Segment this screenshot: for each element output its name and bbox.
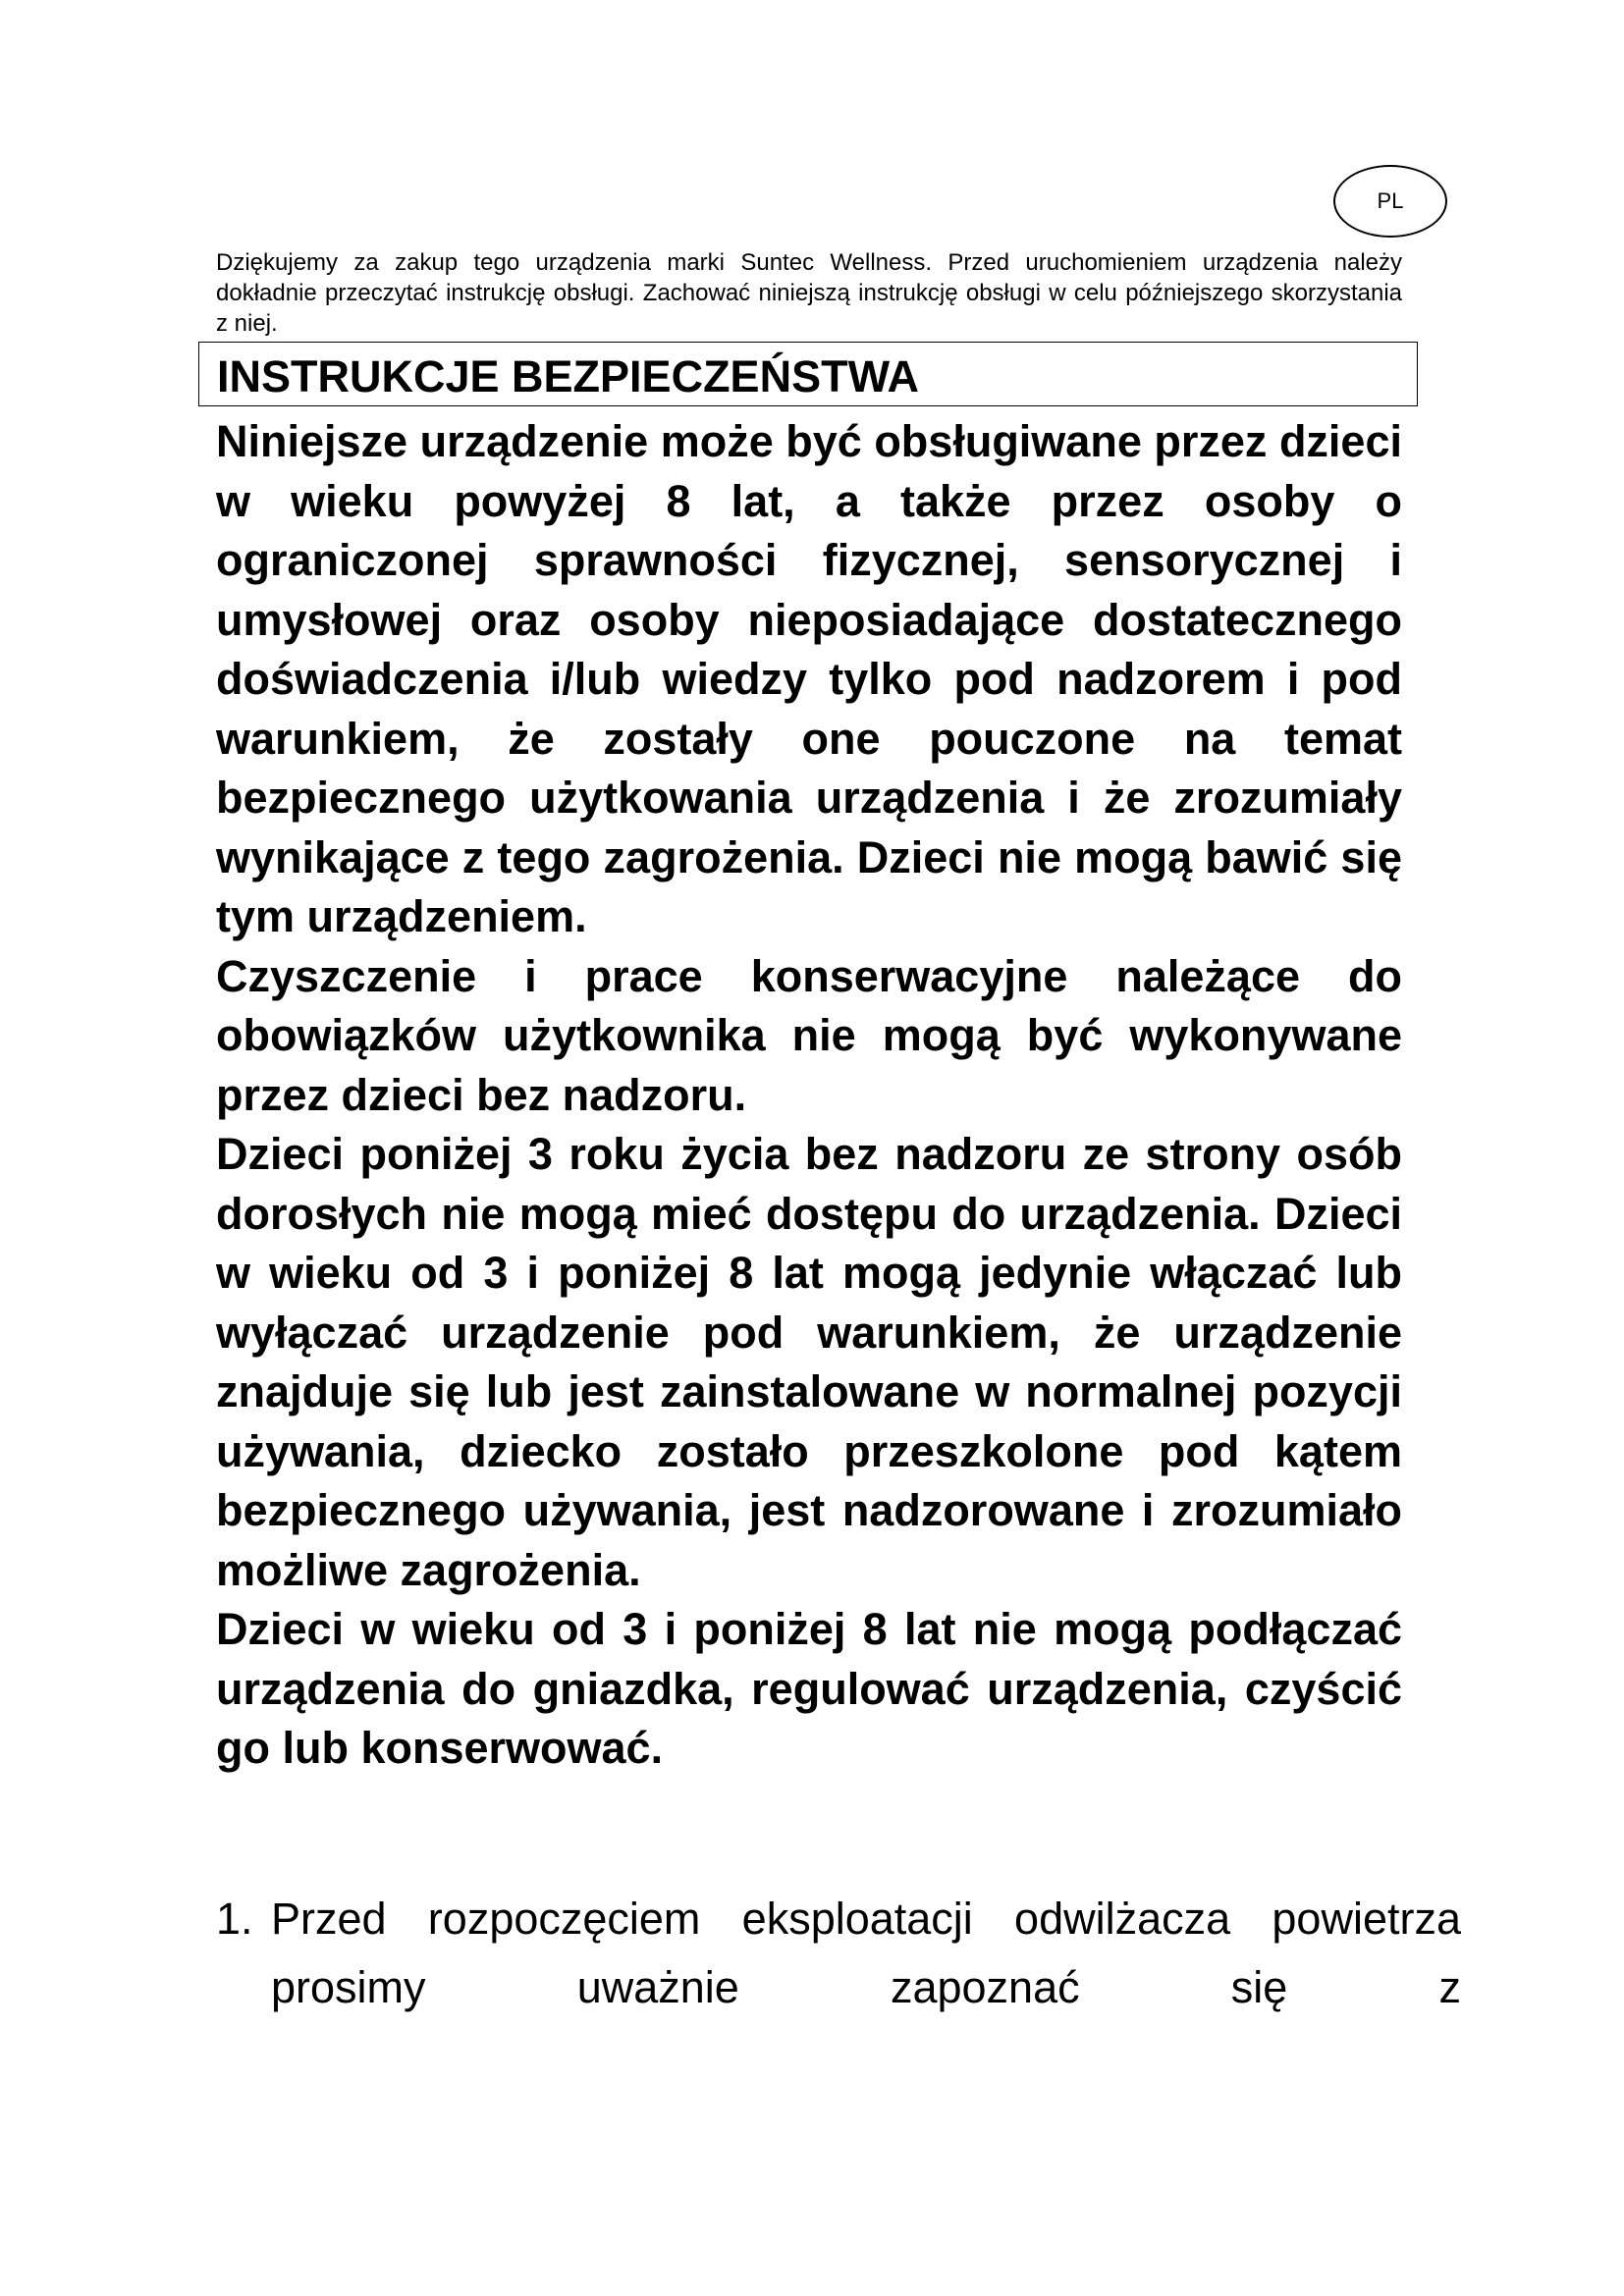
warning-paragraph: Dzieci poniżej 3 roku życia bez nadzoru ze strony osób dorosłych nie mogą mieć dostępu do urządzenia. Dzieci w wieku od 3 i poniżej 8 lat mogą jedynie włączać lub wyłączać urządzenie pod warunkiem, że urządzenie znajduje się lub jest zainstalowane w normalnej pozycji używania, dziecko zostało przeszkolone pod kątem bezpiecznego używania, jest nadzorowane i zrozumiało możliwe zagrożenia. (216, 1129, 1402, 1595)
list-item-number: 1. (216, 1894, 253, 1944)
section-heading-box (198, 342, 1418, 406)
numbered-list (216, 1885, 1461, 2022)
intro-paragraph: Dziękujemy za zakup tego urządzenia marki Suntec Wellness. Przed uruchomieniem urządzenia należy dokładnie przeczytać instrukcję obsługi. Zachować niniejszą instrukcję obsługi w celu późniejszego skorzystania z niej. (216, 249, 1402, 337)
warning-paragraph: Dzieci w wieku od 3 i poniżej 8 lat nie mogą podłączać urządzenia do gniazdka, regulować urządzenia, czyścić go lub konserwować. (216, 1604, 1402, 1773)
warning-paragraph: Czyszczenie i prace konserwacyjne należące do obowiązków użytkownika nie mogą być wykonywane przez dzieci bez nadzoru. (216, 950, 1402, 1120)
language-badge-label: PL (1377, 188, 1404, 213)
list-item-text: Przed rozpoczęciem eksploatacji odwilżacza powietrza prosimy uważnie zapoznać się z (271, 1894, 1461, 2012)
list-item (216, 1885, 1461, 2022)
section-title: INSTRUKCJE BEZPIECZEŃSTWA (217, 350, 920, 401)
warning-paragraph: Niniejsze urządzenie może być obsługiwane przez dzieci w wieku powyżej 8 lat, a także przez osoby o ograniczonej sprawności fizycznej, sensorycznej i umysłowej oraz osoby nieposiadające dostatecznego doświadczenia i/lub wiedzy tylko pod nadzorem i pod warunkiem, że zostały one pouczone na temat bezpiecznego użytkowania urządzenia i że zrozumiały wynikające z tego zagrożenia. Dzieci nie mogą bawić się tym urządzeniem. (216, 416, 1402, 941)
language-badge (1333, 165, 1447, 238)
safety-warnings (216, 412, 1402, 1779)
